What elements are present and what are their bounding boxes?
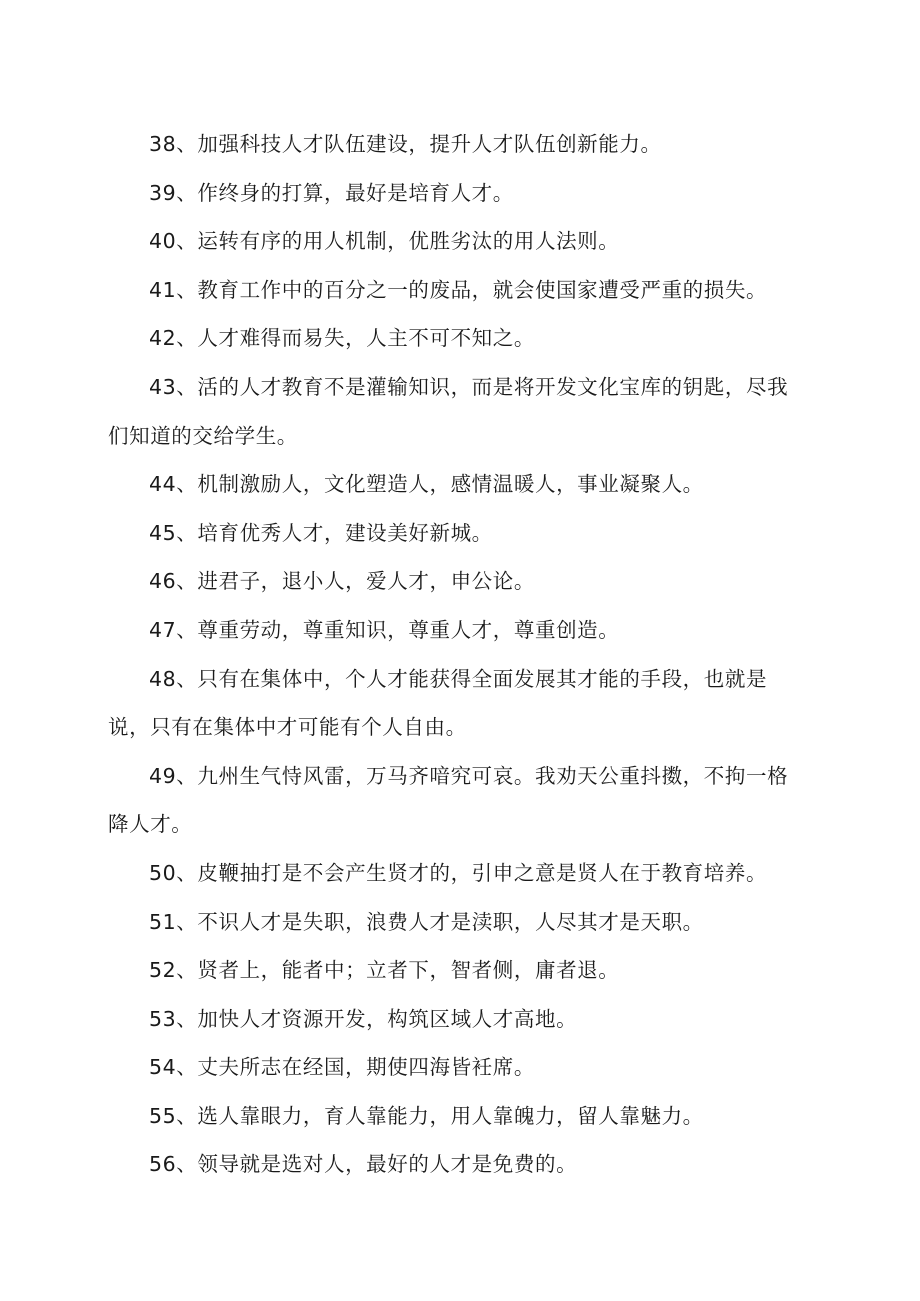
document-body (108, 120, 808, 1189)
paragraph-48: 48、只有在集体中，个人才能获得全面发展其才能的手段，也就是说，只有在集体中才可能有个人自由。 (108, 666, 768, 740)
paragraph-45: 45、培育优秀人才，建设美好新城。 (149, 520, 493, 545)
paragraph-44: 44、机制激励人，文化塑造人，感情温暖人，事业凝聚人。 (149, 472, 704, 497)
paragraph-43: 43、活的人才教育不是灌输知识，而是将开发文化宝库的钥匙，尽我们知道的交给学生。 (108, 374, 789, 448)
paragraph-56: 56、领导就是选对人，最好的人才是免费的。 (149, 1152, 578, 1177)
paragraph-49: 49、九州生气恃风雷，万马齐喑究可哀。我劝天公重抖擞，不拘一格降人才。 (108, 763, 789, 837)
paragraph-40: 40、运转有序的用人机制，优胜劣汰的用人法则。 (149, 229, 620, 254)
paragraph-51: 51、不识人才是失职，浪费人才是渎职，人尽其才是天职。 (149, 909, 704, 934)
paragraph-50: 50、皮鞭抽打是不会产生贤才的，引申之意是贤人在于教育培养。 (149, 860, 768, 885)
paragraph-46: 46、进君子，退小人，爱人才，申公论。 (149, 569, 535, 594)
paragraph-47: 47、尊重劳动，尊重知识，尊重人才，尊重创造。 (149, 617, 620, 642)
paragraph-39: 39、作终身的打算，最好是培育人才。 (149, 180, 514, 205)
paragraph-54: 54、丈夫所志在经国，期使四海皆衽席。 (149, 1055, 535, 1080)
paragraph-55: 55、选人靠眼力，育人靠能力，用人靠魄力，留人靠魅力。 (149, 1103, 704, 1128)
paragraph-42: 42、人才难得而易失，人主不可不知之。 (149, 326, 535, 351)
paragraph-52: 52、贤者上，能者中；立者下，智者侧，庸者退。 (149, 958, 620, 983)
paragraph-41: 41、教育工作中的百分之一的废品，就会使国家遭受严重的损失。 (149, 277, 768, 302)
paragraph-38: 38、加强科技人才队伍建设，提升人才队伍创新能力。 (149, 132, 662, 156)
paragraph-53: 53、加快人才资源开发，构筑区域人才高地。 (149, 1006, 578, 1031)
